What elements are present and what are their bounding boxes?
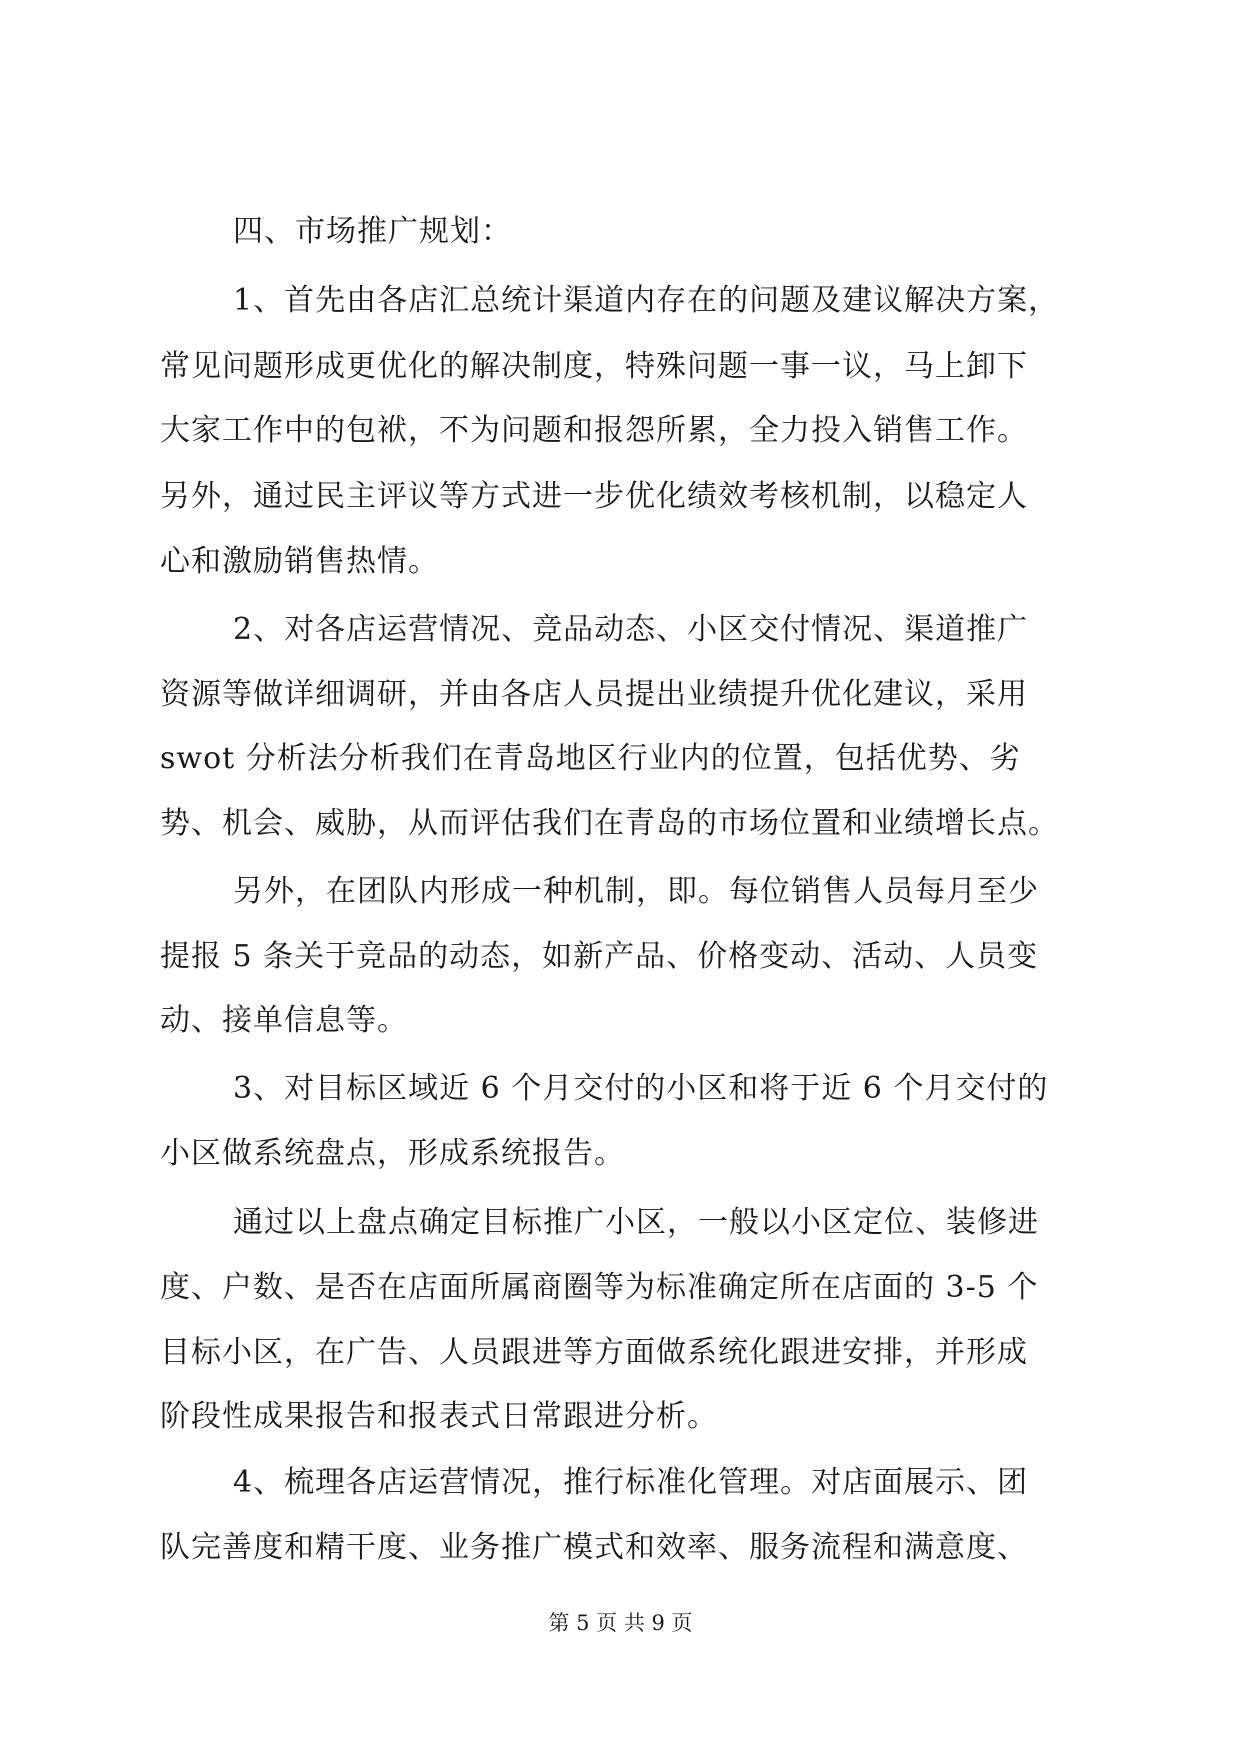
paragraph-line: 势、机会、威胁，从而评估我们在青岛的市场位置和业绩增长点。	[160, 806, 1059, 841]
paragraph-line: 4、梳理各店运营情况，推行标准化管理。对店面展示、团	[233, 1465, 1029, 1500]
paragraph-line: 阶段性成果报告和报表式日常跟进分析。	[160, 1399, 718, 1434]
paragraph-line: 小区做系统盘点，形成系统报告。	[160, 1136, 625, 1171]
paragraph-line: 大家工作中的包袱，不为问题和报怨所累，全力投入销售工作。	[160, 413, 1028, 448]
paragraph-line: 常见问题形成更优化的解决制度，特殊问题一事一议，马上卸下	[160, 349, 1028, 384]
section-heading: 四、市场推广规划：	[233, 214, 512, 249]
paragraph-line: 3、对目标区域近 6 个月交付的小区和将于近 6 个月交付的	[233, 1071, 1049, 1106]
paragraph-line: swot 分析法分析我们在青岛地区行业内的位置，包括优势、劣	[160, 741, 1021, 776]
paragraph-line: 动、接单信息等。	[160, 1003, 408, 1038]
paragraph-line: 通过以上盘点确定目标推广小区，一般以小区定位、装修进	[233, 1205, 1039, 1240]
paragraph-line: 目标小区，在广告、人员跟进等方面做系统化跟进安排，并形成	[160, 1335, 1028, 1370]
paragraph-line: 另外，通过民主评议等方式进一步优化绩效考核机制，以稳定人	[160, 479, 1028, 514]
paragraph-line: 2、对各店运营情况、竞品动态、小区交付情况、渠道推广	[233, 612, 1029, 647]
paragraph-line: 另外，在团队内形成一种机制，即。每位销售人员每月至少	[233, 874, 1039, 909]
paragraph-line: 队完善度和精干度、业务推广模式和效率、服务流程和满意度、	[160, 1530, 1028, 1565]
page-number-footer: 第 5 页 共 9 页	[548, 1611, 693, 1635]
paragraph-line: 资源等做详细调研，并由各店人员提出业绩提升优化建议，采用	[160, 677, 1028, 712]
paragraph-line: 提报 5 条关于竞品的动态，如新产品、价格变动、活动、人员变	[160, 939, 1039, 974]
paragraph-line: 心和激励销售热情。	[160, 544, 439, 579]
paragraph-line: 1、首先由各店汇总统计渠道内存在的问题及建议解决方案，	[233, 283, 1060, 318]
paragraph-line: 度、户数、是否在店面所属商圈等为标准确定所在店面的 3-5 个	[160, 1270, 1039, 1305]
